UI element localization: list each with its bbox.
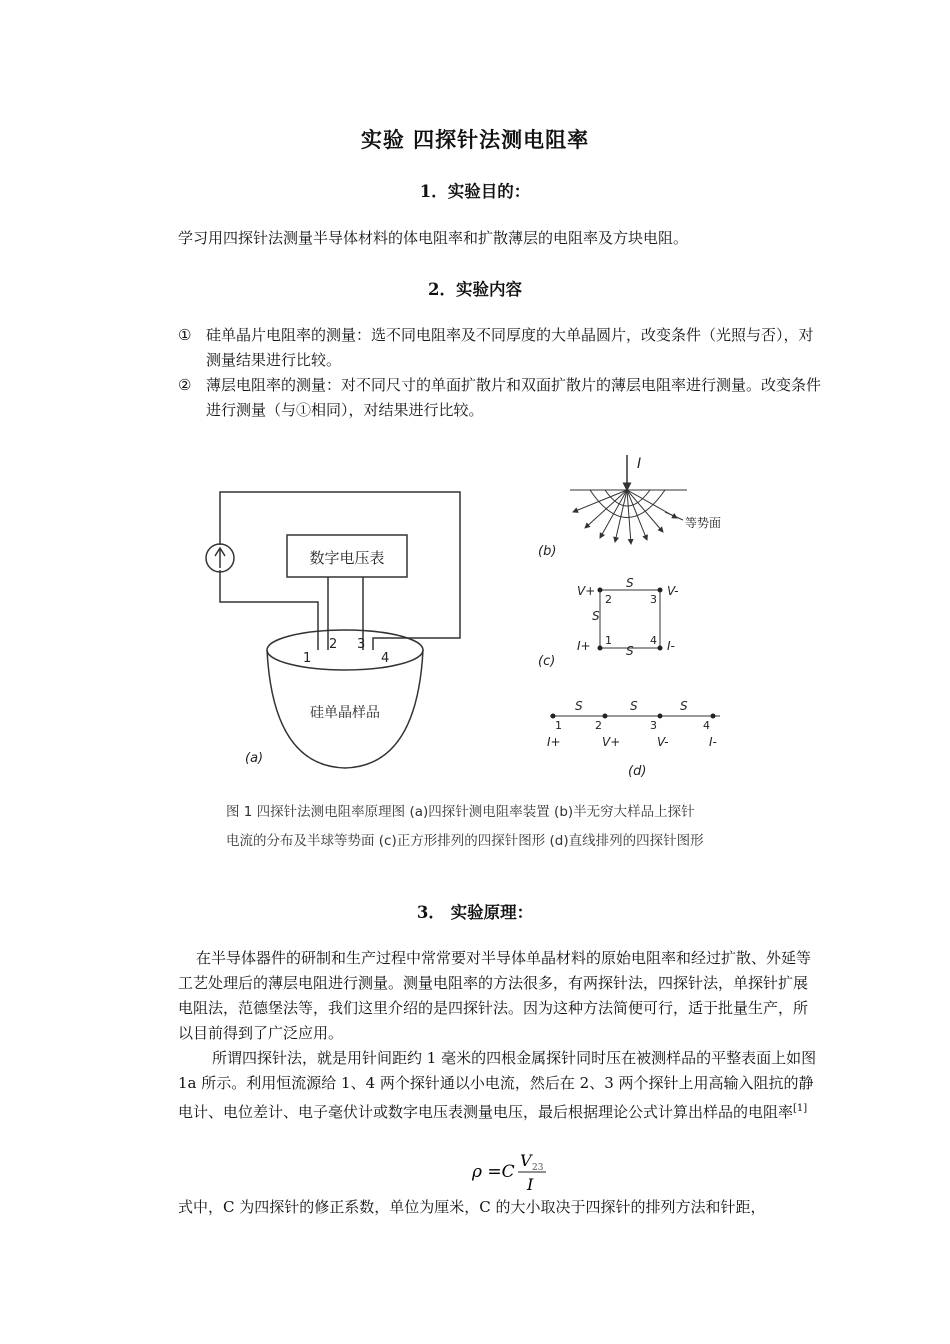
- list-item-text: 硅单晶片电阻率的测量：选不同电阻率及不同厚度的大单晶圆片，改变条件（光照与否），对测量结果进行比较。: [206, 326, 814, 369]
- line-label: V-: [657, 735, 669, 749]
- probe-dot: [658, 588, 663, 593]
- voltmeter-label: 数字电压表: [309, 549, 385, 567]
- spacing-symbol: S: [592, 609, 600, 623]
- purpose-text: 学习用四探针法测量半导体材料的体电阻率和扩散薄层的电阻率及方块电阻。: [178, 229, 689, 247]
- line-label: I+: [547, 735, 561, 749]
- probe-dot: [603, 714, 608, 719]
- principle-paragraph-3: 式中，C 为四探针的修正系数，单位为厘米，C 的大小取决于四探针的排列方法和针距，: [178, 1198, 766, 1216]
- formula-numerator-sub: 23: [532, 1163, 544, 1173]
- probe-dot: [711, 714, 716, 719]
- formula-denominator: I: [527, 1175, 534, 1194]
- citation-ref: [1]: [793, 1103, 808, 1114]
- sample-top-ellipse: [267, 630, 423, 670]
- probe-number: 4: [703, 719, 710, 732]
- probe-number: 1: [303, 651, 312, 666]
- probe-number: 3: [650, 593, 657, 606]
- spacing-symbol: S: [626, 644, 634, 658]
- resistivity-formula: [472, 1150, 562, 1194]
- line-label: I-: [709, 735, 717, 749]
- circuit-wire: [220, 492, 460, 650]
- probe-number: 3: [650, 719, 657, 732]
- probe-dot: [551, 714, 556, 719]
- paragraph-text: 所谓四探针法，就是用针间距约 1 毫米的四根金属探针同时压在被测样品的平整表面上如图 1a 所示。利用恒流源给 1、4 两个探针通以小电流，然后在 2、3 两个探针上用高输入阻抗的静电计、电位差计、电子毫伏计或数字电压表测量电压，最后根据理论公式计算出样品的电阻率: [178, 1049, 817, 1121]
- page-title: 实验 四探针法测电阻率: [360, 127, 590, 152]
- square-label-br: I-: [667, 639, 675, 653]
- spacing-symbol: S: [680, 699, 688, 713]
- probe-number: 2: [329, 637, 338, 652]
- line-label: V+: [602, 735, 621, 749]
- current-symbol: I: [637, 456, 642, 472]
- sample-label: 硅单晶样品: [310, 705, 380, 721]
- section-heading-purpose: 1．实验目的：: [419, 182, 531, 201]
- spacing-symbol: S: [630, 699, 638, 713]
- probe-number: 1: [555, 719, 562, 732]
- figure-caption: [226, 798, 786, 856]
- formula-svg: [472, 1150, 562, 1194]
- square-label-bl: I+: [577, 639, 591, 653]
- probe-dot: [658, 646, 663, 651]
- circuit-wire: [220, 570, 318, 650]
- spacing-symbol: S: [626, 576, 634, 590]
- probe-number: 3: [357, 637, 366, 652]
- caption-line: 图 1 四探针法测电阻率原理图 (a)四探针测电阻率装置 (b)半无穷大样品上探针: [226, 804, 695, 820]
- list-item-number: ①: [178, 326, 192, 344]
- current-source-arrow-icon: [215, 548, 225, 568]
- list-item-number: ②: [178, 376, 192, 394]
- probe-number: 1: [605, 634, 612, 647]
- probe-number: 4: [650, 634, 657, 647]
- section-heading-principle: 3． 实验原理：: [416, 903, 534, 922]
- current-distribution-diagram: [570, 455, 687, 544]
- figure-label-b: (b): [538, 544, 557, 559]
- figure-label-c: (c): [538, 654, 556, 669]
- caption-line: 电流的分布及半球等势面 (c)正方形排列的四探针图形 (d)直线排列的四探针图形: [226, 833, 704, 849]
- probe-dot: [658, 714, 663, 719]
- figure-label-d: (d): [628, 764, 647, 779]
- probe-number: 2: [595, 719, 602, 732]
- list-item: [178, 373, 823, 423]
- principle-paragraph-2: [178, 1046, 818, 1125]
- list-item: [178, 323, 823, 373]
- probe-dot: [598, 646, 603, 651]
- section-heading-content: 2．实验内容: [428, 280, 522, 299]
- square-label-tr: V-: [667, 584, 679, 598]
- list-item-text: 薄层电阻率的测量：对不同尺寸的单面扩散片和双面扩散片的薄层电阻率进行测量。改变条件进行测量（与①相同），对结果进行比较。: [206, 376, 822, 419]
- square-label-tl: V+: [577, 584, 596, 598]
- probe-dot: [598, 588, 603, 593]
- formula-lhs: ρ =C: [472, 1162, 515, 1182]
- equipotential-label: 等势面: [685, 516, 722, 530]
- figure-label-a: (a): [245, 751, 264, 766]
- probe-number: 4: [381, 651, 390, 666]
- spacing-symbol: S: [575, 699, 583, 713]
- formula-numerator: V: [520, 1151, 532, 1170]
- probe-number: 2: [605, 593, 612, 606]
- principle-paragraph: 在半导体器件的研制和生产过程中常常要对半导体单晶材料的原始电阻率和经过扩散、外延等工艺处理后的薄层电阻进行测量。测量电阻率的方法很多，有两探针法，四探针法，单探针扩展电阻法，范德堡法等，我们这里介绍的是四探针法。因为这种方法简便可行，适于批量生产，所以目前得到了广泛应用。: [178, 949, 812, 1042]
